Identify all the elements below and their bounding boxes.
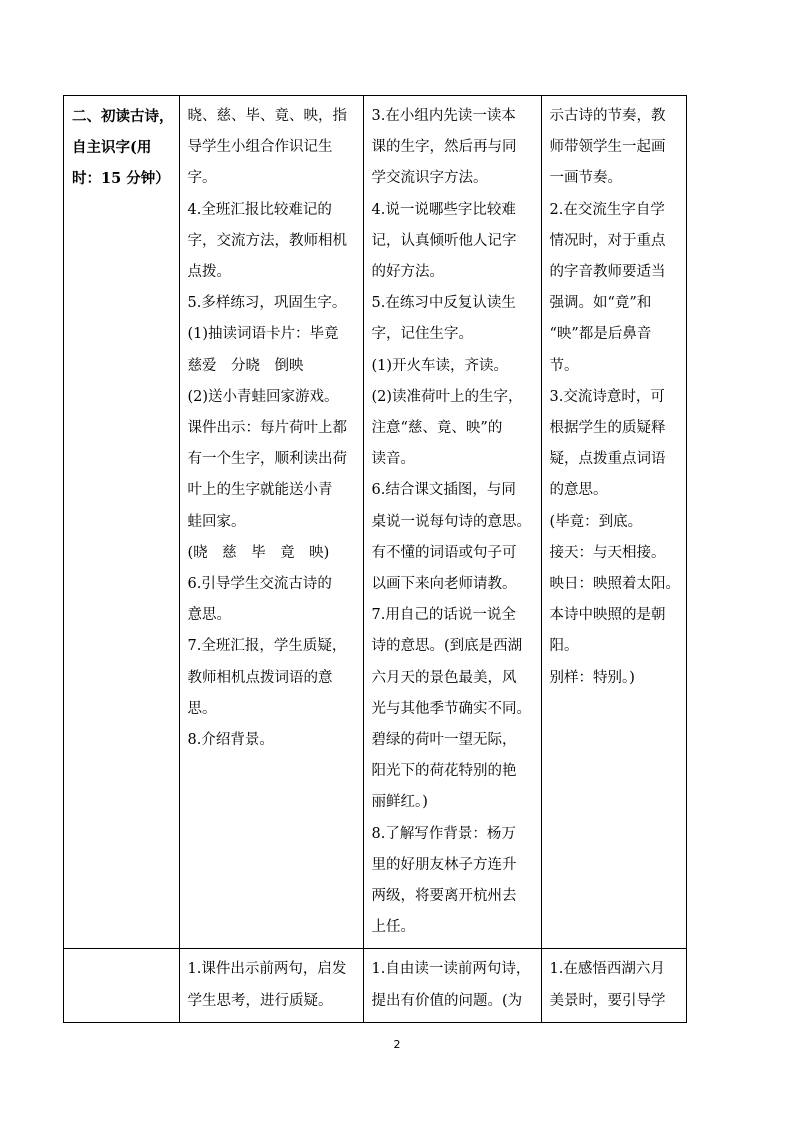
table-row — [64, 949, 687, 1022]
cell-text-line: 蛙回家。 — [187, 513, 246, 530]
cell-text-line: 两级，将要离开杭州去 — [371, 888, 517, 905]
stage-cell — [64, 96, 180, 949]
cell-text-line: 有不懂的词语或句子可 — [371, 544, 517, 561]
cell-text-line: 的好方法。 — [371, 264, 444, 281]
cell-text-line: 点拨。 — [187, 264, 231, 281]
cell-text-line: 情况时，对于重点 — [549, 232, 666, 249]
cell-text-line: 5.在练习中反复认读生 — [371, 295, 516, 312]
cell-text-line: 6.结合课文插图，与同 — [371, 482, 516, 499]
cell-text-line: 4.全班汇报比较难记的 — [187, 201, 332, 218]
cell-text-line: 5.多样练习，巩固生字。 — [187, 295, 347, 312]
cell-text-line: 意思。 — [187, 607, 231, 624]
cell-text-line: 碧绿的荷叶一望无际， — [371, 732, 517, 749]
cell-text-line: 记，认真倾听他人记字 — [371, 232, 517, 249]
cell-text-line: 学生思考，进行质疑。 — [187, 992, 333, 1009]
cell-text-line: (毕竟：到底。 — [549, 513, 643, 530]
cell-text-line: 师带领学生一起画 — [549, 139, 666, 156]
cell-text-line: 字，记住生字。 — [371, 326, 473, 343]
cell-text-line: 光与其他季节确实不同。 — [371, 700, 531, 717]
design-intent-cell — [541, 949, 686, 1022]
cell-text-line: 里的好朋友林子方连升 — [371, 856, 517, 873]
cell-text-line: 7.全班汇报，学生质疑， — [187, 638, 347, 655]
cell-text-line: 读音。 — [371, 451, 415, 468]
cell-text-line: 疑，点拨重点词语 — [549, 451, 666, 468]
cell-text-line: 字，交流方法，教师相机 — [187, 232, 347, 249]
cell-text-line: 4.说一说哪些字比较难 — [371, 201, 516, 218]
cell-text-line: 1.在感悟西湖六月 — [549, 961, 665, 978]
cell-text-line: 注意“慈、竟、映”的 — [371, 420, 503, 437]
cell-text-line: (晓 慈 毕 竟 映) — [187, 544, 330, 561]
cell-text-line: 1.课件出示前两句，启发 — [187, 961, 347, 978]
cell-text-line: 美景时，要引导学 — [549, 992, 666, 1009]
cell-text-line: 思。 — [187, 700, 217, 717]
cell-text-line: 6.引导学生交流古诗的 — [187, 576, 332, 593]
table-row — [64, 96, 687, 949]
page-number: 2 — [393, 1038, 401, 1051]
cell-text-line: 晓、慈、毕、竟、映，指 — [187, 108, 347, 124]
cell-text-line: (2)送小青蛙回家游戏。 — [187, 388, 339, 405]
cell-text-line: 一画节奏。 — [549, 170, 622, 187]
student-activity-cell — [363, 949, 541, 1022]
cell-text-line: (1)开火车读，齐读。 — [371, 357, 509, 374]
teacher-activity-cell — [179, 96, 363, 949]
cell-text-line: (1)抽读词语卡片：毕竟 — [187, 326, 339, 343]
cell-text-line: 慈爱 分晓 倒映 — [187, 357, 304, 374]
cell-text-line: 学交流识字方法。 — [371, 170, 488, 187]
cell-text-line: 叶上的生字就能送小青 — [187, 482, 333, 499]
cell-text-line: 节。 — [549, 357, 579, 374]
cell-text-line: 映日：映照着太阳。 — [549, 576, 680, 593]
cell-text-line: 时：15 分钟） — [72, 170, 170, 188]
cell-text-line: 强调。如“竟”和 — [549, 295, 652, 312]
cell-text-line: 六月天的景色最美，风 — [371, 669, 517, 686]
cell-text-line: 课的生字，然后再与同 — [371, 139, 517, 156]
cell-text-line: 二、初读古诗， — [72, 108, 174, 125]
design-intent-cell — [541, 96, 686, 949]
teacher-activity-cell — [179, 949, 363, 1022]
student-activity-cell — [363, 96, 541, 949]
cell-text-line: 8.了解写作背景：杨万 — [371, 825, 516, 842]
cell-text-line: 本诗中映照的是朝 — [549, 607, 666, 624]
cell-text-line: 丽鲜红。) — [371, 794, 428, 811]
cell-text-line: 有一个生字，顺利读出荷 — [187, 451, 347, 468]
cell-text-line: 桌说一说每句诗的意思。 — [371, 513, 531, 530]
cell-text-line: 诗的意思。(到底是西湖 — [371, 638, 523, 655]
cell-text-line: 示古诗的节奏，教 — [549, 108, 666, 124]
cell-text-line: 3.交流诗意时，可 — [549, 388, 665, 405]
cell-text-line: 上任。 — [371, 919, 415, 936]
table-body — [64, 96, 687, 1023]
cell-text-line: 别样：特别。) — [549, 669, 635, 686]
cell-text-line: 课件出示：每片荷叶上都 — [187, 420, 347, 437]
cell-text-line: 的意思。 — [549, 482, 608, 499]
cell-text-line: 阳光下的荷花特别的艳 — [371, 763, 517, 780]
cell-text-line: (2)读准荷叶上的生字， — [371, 388, 523, 405]
cell-text-line: 8.介绍背景。 — [187, 732, 274, 749]
cell-text-line: 接天：与天相接。 — [549, 544, 666, 561]
cell-text-line: 教师相机点拨词语的意 — [187, 669, 333, 686]
cell-text-line: 1.自由读一读前两句诗， — [371, 961, 531, 978]
cell-text-line: 以画下来向老师请教。 — [371, 576, 517, 593]
cell-text-line: 2.在交流生字自学 — [549, 201, 665, 218]
cell-text-line: 阳。 — [549, 638, 579, 655]
cell-text-line: 导学生小组合作识记生 — [187, 139, 333, 156]
cell-text-line: “映”都是后鼻音 — [549, 326, 652, 343]
lesson-plan-table — [63, 95, 687, 1023]
cell-text-line: 7.用自己的话说一说全 — [371, 607, 516, 624]
cell-text-line: 字。 — [187, 170, 217, 187]
cell-text-line: 自主识字(用 — [72, 139, 152, 157]
cell-text-line: 根据学生的质疑释 — [549, 420, 666, 437]
cell-text-line: 的字音教师要适当 — [549, 264, 666, 281]
cell-text-line: 提出有价值的问题。(为 — [371, 992, 523, 1009]
stage-cell — [64, 949, 180, 1022]
cell-text-line: 3.在小组内先读一读本 — [371, 108, 516, 124]
